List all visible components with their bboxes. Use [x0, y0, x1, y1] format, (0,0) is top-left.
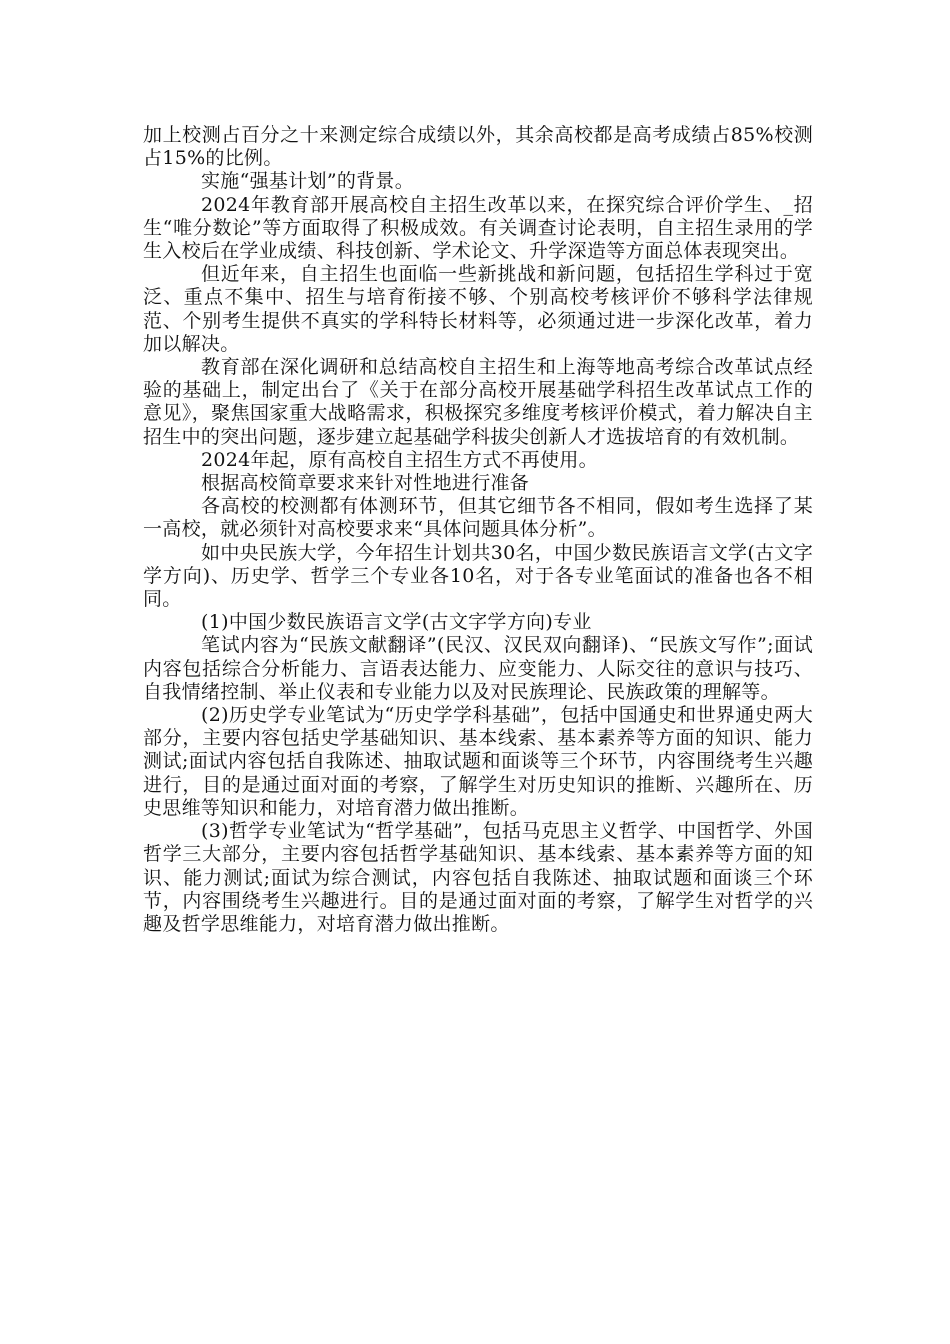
paragraph-discontinued: 2024年起，原有高校自主招生方式不再使用。	[201, 448, 598, 471]
paragraph-preparation-heading: 根据高校简章要求来针对性地进行准备	[201, 472, 530, 495]
paragraph-background-heading: 实施“强基计划”的背景。	[201, 170, 415, 193]
paragraph-major-1-heading: (1)中国少数民族语言文学(古文字学方向)专业	[201, 611, 592, 634]
paragraph-major-2-history: (2)历史学专业笔试为“历史学学科基础”，包括中国通史和世界通史两大部分，主要内容包括史学基础知识、基本线索、基本素养等方面的知识、能力测试;面试内容包括自我陈述、抽取试题和面谈等三个环节，内容围绕考生兴趣进行，目的是通过面对面的考察，了解学生对历史知识的推断、兴趣所在、历史思维等知识和能力，对培育潜力做出推断。	[143, 704, 813, 819]
paragraph-ministry-policy: 教育部在深化调研和总结高校自主招生和上海等地高考综合改革试点经验的基础上，制定出台了《关于在部分高校开展基础学科招生改革试点工作的意见》，聚焦国家重大战略需求，积极探究多维度考核评价模式，着力解决自主招生中的突出问题，逐步建立起基础学科拔尖创新人才选拔培育的有效机制。	[143, 356, 813, 448]
paragraph-new-challenges: 但近年来，自主招生也面临一些新挑战和新问题，包括招生学科过于宽泛、重点不集中、招生与培育衔接不够、个别高校考核评价不够科学法律规范、个别考生提供不真实的学科特长材料等，必须通过进一步深化改革，着力加以解决。	[143, 263, 813, 355]
paragraph-major-1-detail: 笔试内容为“民族文献翻译”(民汉、汉民双向翻译)、“民族文写作”;面试内容包括综合分析能力、言语表达能力、应变能力、人际交往的意识与技巧、自我情绪控制、举止仪表和专业能力以及对民族理论、民族政策的理解等。	[143, 634, 813, 703]
paragraph-minzu-university: 如中央民族大学，今年招生计划共30名，中国少数民族语言文学(古文字学方向)、历史学、哲学三个专业各10名，对于各专业笔面试的准备也各不相同。	[143, 541, 813, 611]
paragraph-reform-history: 2024年教育部开展高校自主招生改革以来，在探究综合评价学生、_招生“唯分数论”等方面取得了积极成效。有关调查讨论表明，自主招生录用的学生入校后在学业成绩、科技创新、学术论文、升学深造等方面总体表现突出。	[143, 193, 813, 263]
document-body	[143, 124, 813, 936]
paragraph-major-3-philosophy: (3)哲学专业笔试为“哲学基础”，包括马克思主义哲学、中国哲学、外国哲学三大部分，主要内容包括哲学基础知识、基本线索、基本素养等方面的知识、能力测试;面试为综合测试，内容包括自我陈述、抽取试题和面谈三个环节，内容围绕考生兴趣进行。目的是通过面对面的考察，了解学生对哲学的兴趣及哲学思维能力，对培育潜力做出推断。	[143, 820, 813, 935]
paragraph-school-tests: 各高校的校测都有体测环节，但其它细节各不相同，假如考生选择了某一高校，就必须针对高校要求来“具体问题具体分析”。	[143, 495, 813, 541]
paragraph-continuation: 加上校测占百分之十来测定综合成绩以外，其余高校都是高考成绩占85%校测占15%的比例。	[143, 124, 813, 170]
